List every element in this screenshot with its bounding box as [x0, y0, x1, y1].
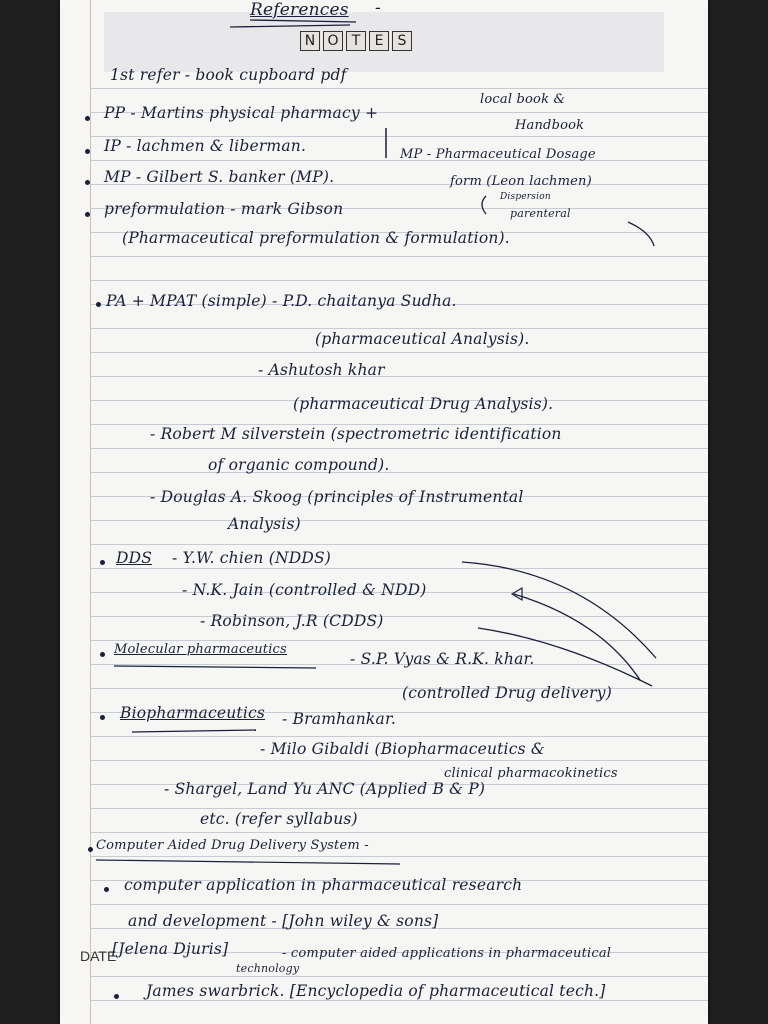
underline-stroke — [114, 666, 316, 668]
underline-stroke — [230, 25, 350, 27]
arrow-stroke — [514, 594, 640, 680]
note-line: - Robert M silverstein (spectrometric identification — [150, 425, 562, 443]
note-line: - Y.W. chien (NDDS) — [172, 549, 332, 567]
brace-stroke — [628, 222, 654, 246]
underline-stroke — [132, 730, 256, 732]
notes-letter: S — [392, 31, 412, 51]
note-line: - N.K. Jain (controlled & NDD) — [182, 581, 427, 599]
note-line: local book & — [480, 92, 566, 107]
note-line: (pharmaceutical Drug Analysis). — [293, 395, 554, 413]
note-line: Computer Aided Drug Delivery System - — [96, 838, 369, 853]
note-line: (controlled Drug delivery) — [402, 684, 612, 702]
title-dash: - — [375, 0, 381, 18]
note-line: MP - Pharmaceutical Dosage — [400, 147, 596, 162]
notes-letter: E — [369, 31, 389, 51]
note-line: DDS — [116, 549, 153, 567]
underline-stroke — [96, 860, 400, 864]
arrow-head — [512, 588, 522, 600]
note-line: - Douglas A. Skoog (principles of Instrumental — [150, 488, 524, 506]
note-line: PP - Martins physical pharmacy + — [104, 104, 379, 122]
note-line: PA + MPAT (simple) - P.D. chaitanya Sudha. — [106, 292, 457, 310]
page-title: References — [250, 0, 349, 20]
note-line: - Bramhankar. — [282, 710, 396, 728]
date-label: DATE — [80, 948, 117, 964]
brace-stroke — [482, 196, 486, 214]
note-line: (Pharmaceutical preformulation & formulation). — [122, 229, 510, 247]
note-line: (pharmaceutical Analysis). — [315, 330, 530, 348]
note-line: of organic compound). — [208, 456, 390, 474]
note-line: parenteral — [510, 207, 571, 220]
note-line: - Robinson, J.R (CDDS) — [200, 612, 384, 630]
note-line: Handbook — [515, 118, 585, 133]
note-line: - S.P. Vyas & R.K. khar. — [350, 650, 535, 668]
note-line: 1st refer - book cupboard pdf — [110, 66, 347, 84]
note-line: clinical pharmacokinetics — [444, 766, 618, 781]
note-line: form (Leon lachmen) — [450, 174, 592, 189]
note-line: Analysis) — [228, 515, 301, 533]
notebook-page — [60, 0, 708, 1024]
arrow-stroke — [462, 562, 656, 658]
note-line: MP - Gilbert S. banker (MP). — [104, 168, 335, 186]
note-line: - Ashutosh khar — [258, 361, 385, 379]
note-line: etc. (refer syllabus) — [200, 810, 358, 828]
notes-letter: N — [300, 31, 320, 51]
note-line: - Shargel, Land Yu ANC (Applied B & P) — [164, 780, 486, 798]
note-line: computer application in pharmaceutical research — [124, 876, 523, 894]
note-line: preformulation - mark Gibson — [104, 200, 344, 218]
arrow-stroke — [478, 628, 652, 686]
note-line: and development - [John wiley & sons] — [128, 912, 439, 930]
note-line: Biopharmaceutics — [120, 704, 266, 722]
notes-letter: O — [323, 31, 343, 51]
note-line: [Jelena Djuris] — [112, 940, 229, 958]
underline-stroke — [250, 20, 356, 22]
note-line: James swarbrick. [Encyclopedia of pharmaceutical tech.] — [146, 982, 606, 1000]
note-line: Molecular pharmaceutics — [114, 642, 287, 657]
hand-drawn-strokes — [60, 0, 708, 1024]
note-line: Dispersion — [500, 192, 551, 202]
notes-letter: T — [346, 31, 366, 51]
note-line: - Milo Gibaldi (Biopharmaceutics & — [260, 740, 545, 758]
note-line: - computer aided applications in pharmaceutical — [282, 946, 612, 961]
note-line: technology — [236, 962, 300, 975]
note-line: IP - lachmen & liberman. — [104, 137, 307, 155]
